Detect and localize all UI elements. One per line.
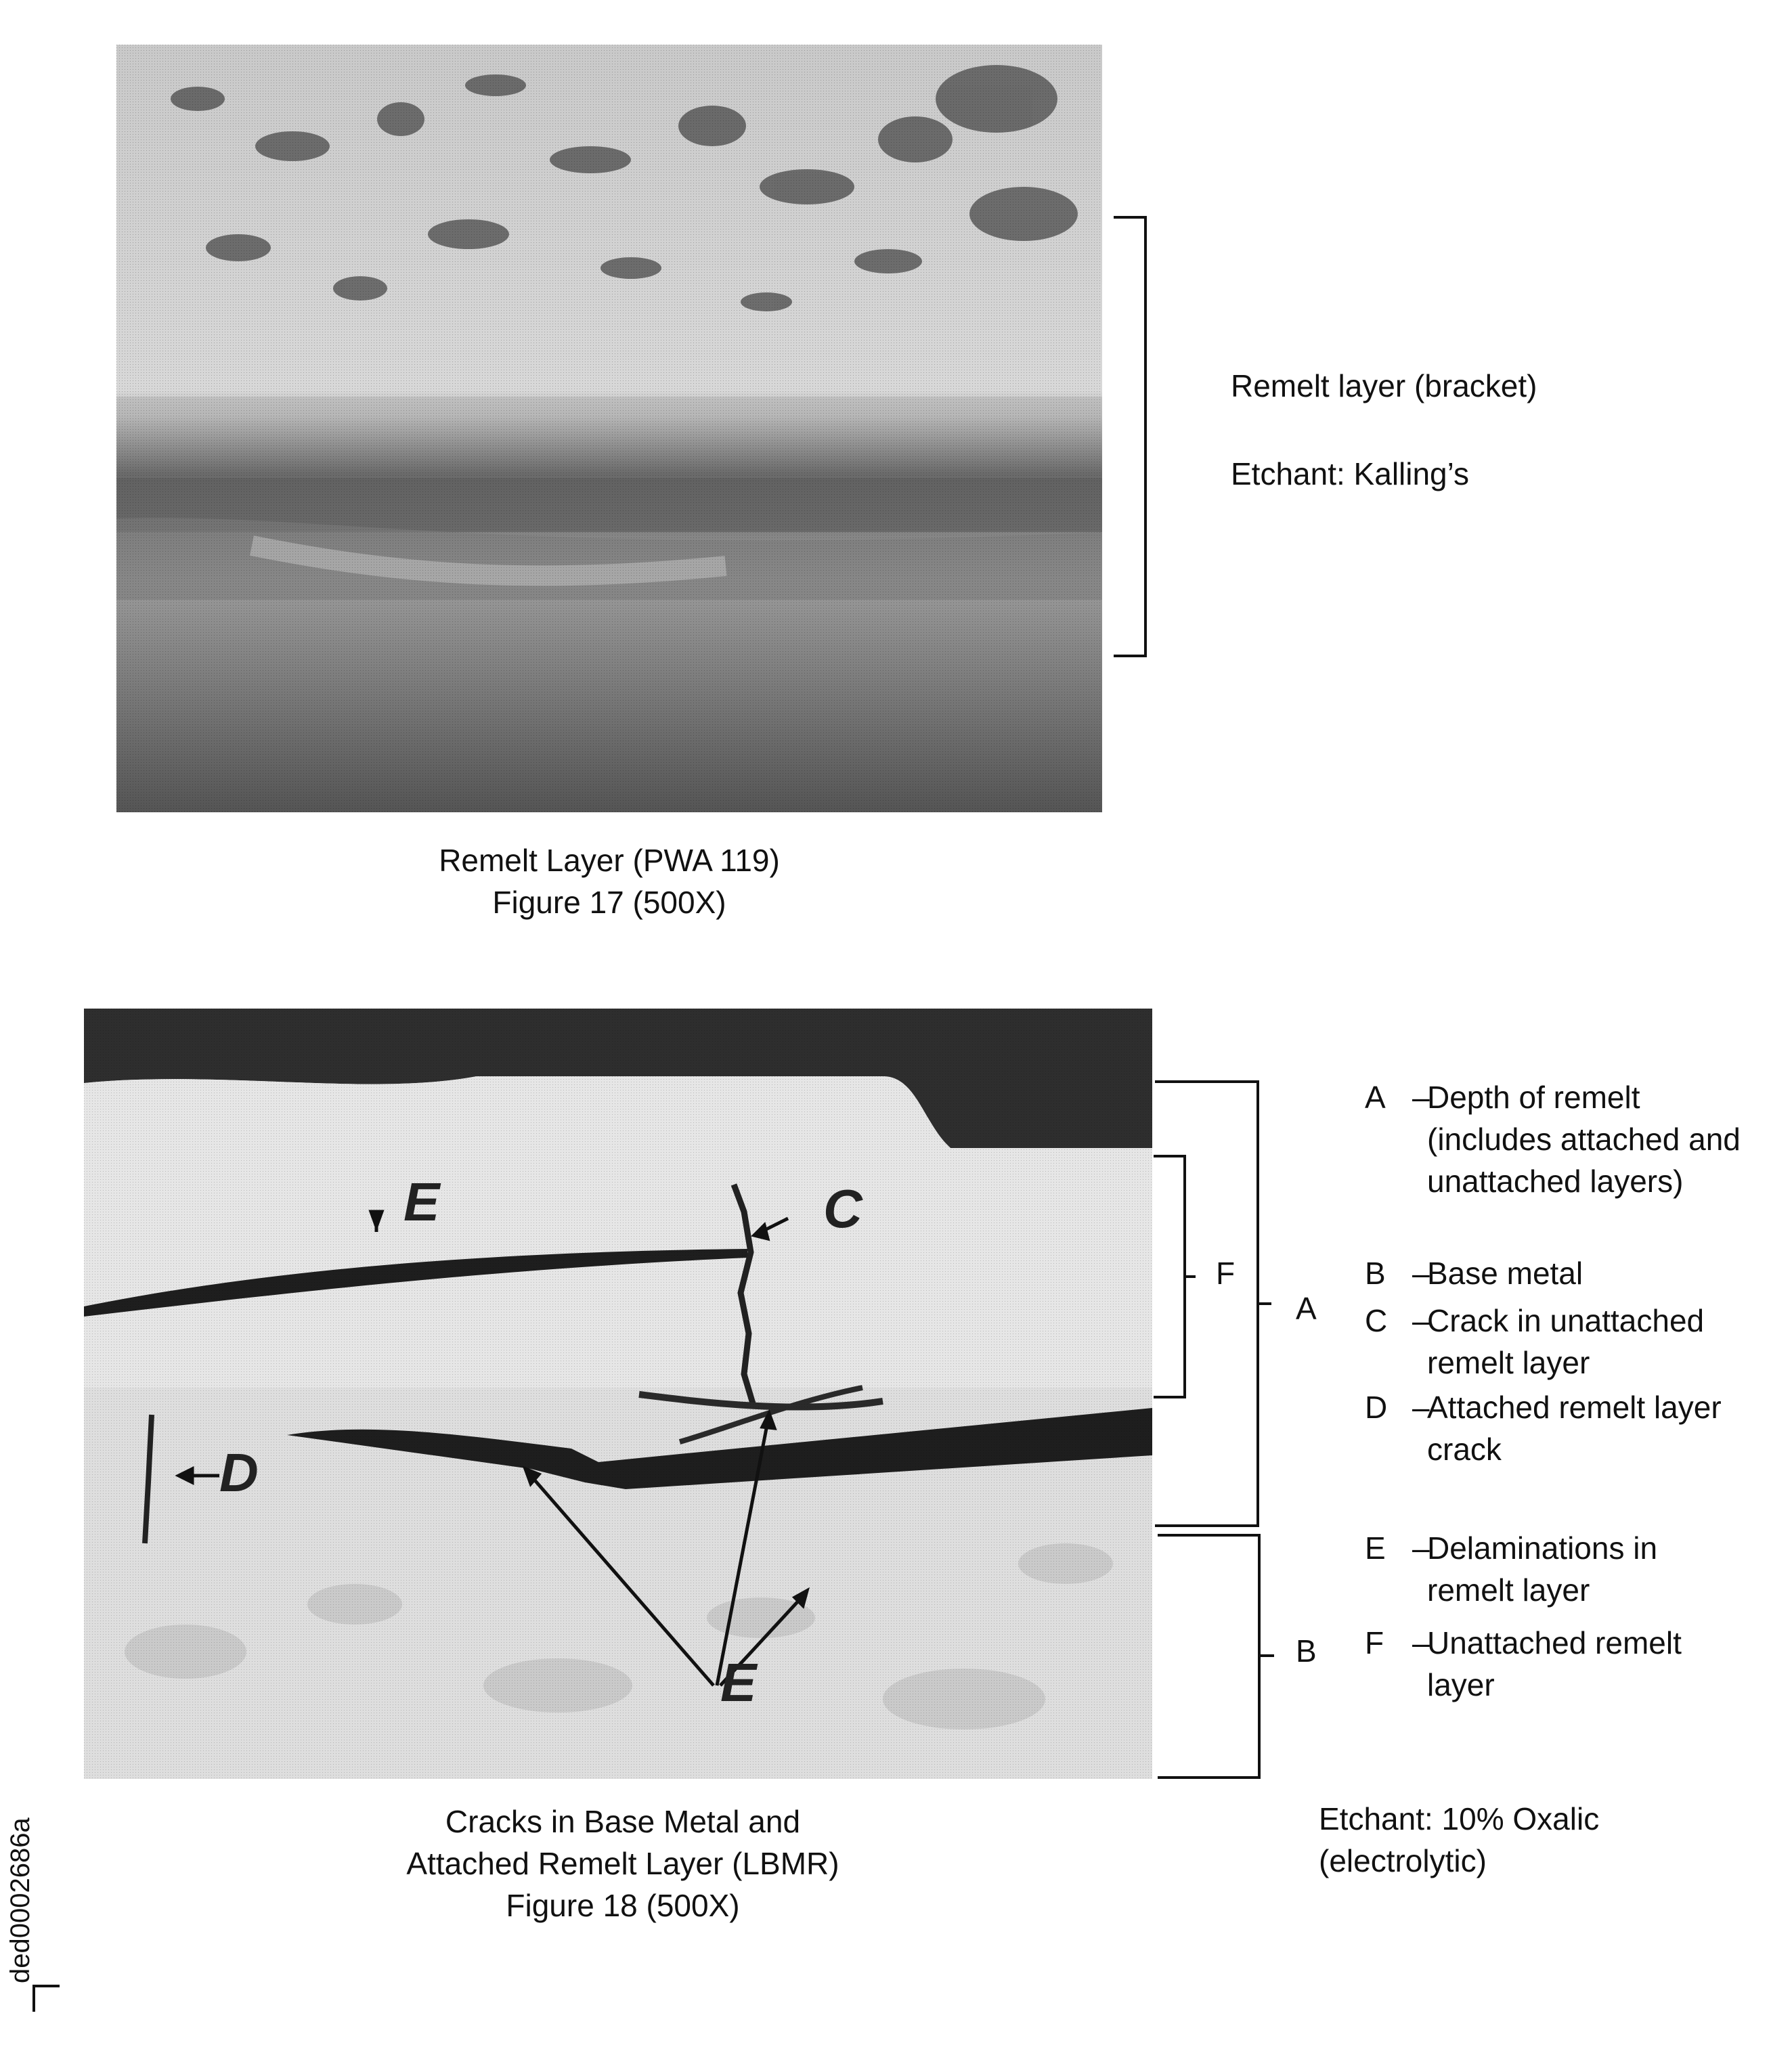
figure18-etchant-line1: Etchant: 10% Oxalic <box>1319 1801 1600 1836</box>
legend-dash: – <box>1412 1080 1430 1115</box>
document-id <box>5 1817 36 1983</box>
callout-e-bottom: E <box>720 1652 757 1713</box>
legend-text: Depth of remelt (includes attached and unattached layers) <box>1427 1080 1741 1199</box>
figure18-caption-line2: Attached Remelt Layer (LBMR) <box>406 1846 839 1881</box>
legend-text: Base metal <box>1427 1256 1583 1291</box>
legend-key: D <box>1365 1390 1388 1425</box>
legend-key: E <box>1365 1530 1386 1566</box>
legend-text: Crack in unattached remelt layer <box>1427 1303 1705 1380</box>
figure17-bracket-note: Remelt layer (bracket) <box>1231 368 1537 403</box>
figure17-caption-title: Remelt Layer (PWA 119) <box>439 843 780 878</box>
bracket-label-a: A <box>1296 1291 1317 1326</box>
figure17-caption <box>271 839 948 923</box>
figure18-etchant-note <box>1319 1798 1599 1882</box>
figure17-etchant-note: Etchant: Kalling’s <box>1231 456 1470 491</box>
figure18-caption <box>284 1801 961 1926</box>
legend-key: A <box>1365 1080 1386 1115</box>
legend-dash: – <box>1412 1625 1430 1660</box>
legend-dash: – <box>1412 1303 1430 1338</box>
figure18-etchant-line2: (electrolytic) <box>1319 1843 1487 1878</box>
figure17-caption-number: Figure 17 (500X) <box>492 885 726 920</box>
legend-text: Attached remelt layer crack <box>1427 1390 1722 1467</box>
figure18-caption-number: Figure 18 (500X) <box>506 1888 740 1923</box>
callout-d: D <box>219 1442 259 1503</box>
legend-dash: – <box>1412 1390 1430 1425</box>
legend-key: B <box>1365 1256 1386 1291</box>
figure18-bracket-b <box>1155 1534 1274 1779</box>
callout-e-top: E <box>403 1172 440 1232</box>
figure18-caption-line1: Cracks in Base Metal and <box>445 1804 801 1839</box>
document-id-text: ded0002686a <box>5 1817 35 1983</box>
document-id-corner-mark <box>32 1985 60 2012</box>
legend-dash: – <box>1412 1256 1430 1291</box>
legend-text: Delaminations in remelt layer <box>1427 1530 1658 1608</box>
figure18-micrograph <box>84 1009 1152 1779</box>
figure17-micrograph <box>116 45 1102 812</box>
callout-c: C <box>823 1178 862 1239</box>
legend-key: C <box>1365 1303 1388 1338</box>
legend-key: F <box>1365 1625 1384 1660</box>
figure18-bracket-a <box>1152 1080 1271 1527</box>
legend-dash: – <box>1412 1530 1430 1566</box>
figure17-remelt-bracket <box>1110 215 1151 658</box>
legend-text: Unattached remelt layer <box>1427 1625 1682 1702</box>
bracket-label-f: F <box>1216 1256 1236 1291</box>
bracket-label-b: B <box>1296 1633 1317 1669</box>
